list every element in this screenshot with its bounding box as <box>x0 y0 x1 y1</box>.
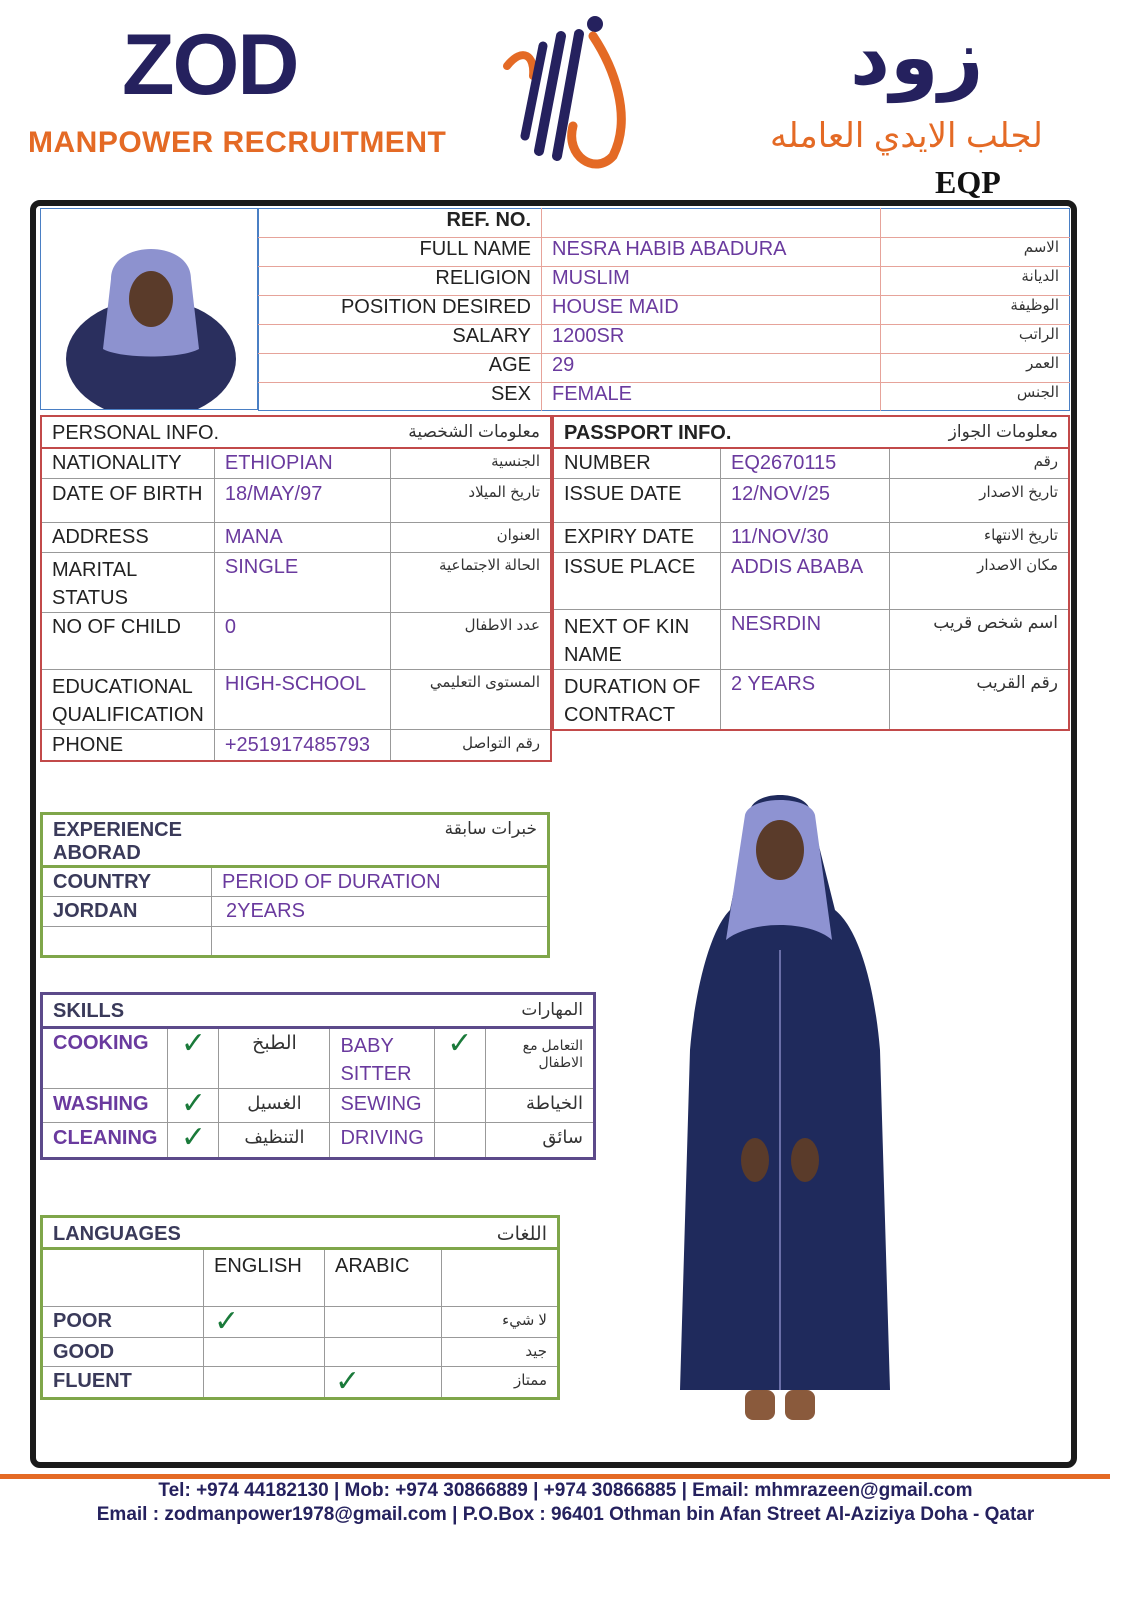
summary-row <box>259 383 1070 411</box>
skills-title: SKILLS <box>53 1000 125 1022</box>
skill-driving-ar: سائق <box>542 1127 583 1147</box>
contract-duration-label-ar: رقم القريب <box>976 672 1058 692</box>
passport-number-value: EQ2670115 <box>721 448 890 478</box>
cooking-check-icon: ✓ <box>168 1028 219 1089</box>
marital-label-ar: الحالة الاجتماعية <box>438 556 540 574</box>
table-row <box>42 867 549 897</box>
table-row <box>41 612 551 669</box>
personal-info-header <box>41 416 551 448</box>
table-row <box>41 729 551 761</box>
brand-code: EQP <box>935 164 1001 200</box>
expiry-date-label-ar: تاريخ الانتهاء <box>984 526 1058 544</box>
contract-duration-value: 2 YEARS <box>721 669 890 730</box>
issue-place-value: ADDIS ABABA <box>721 552 890 609</box>
salary-label: SALARY <box>259 325 542 354</box>
table-row <box>42 1089 595 1123</box>
kin-name-value: NESRDIN <box>721 609 890 669</box>
issue-place-label: ISSUE PLACE <box>553 552 721 609</box>
languages-table <box>40 1215 560 1400</box>
footer-address-line: Email : zodmanpower1978@gmail.com | P.O.Box : 96401 Othman bin Afan Street Al-Aziziya Doha - Qatar <box>96 1504 1035 1525</box>
level-fluent: FLUENT <box>42 1367 204 1399</box>
salary-value: 1200SR <box>542 325 881 354</box>
table-row <box>42 927 549 957</box>
skill-washing: WASHING <box>42 1089 168 1123</box>
table-row <box>553 609 1069 669</box>
passport-info-title: PASSPORT INFO. <box>564 422 732 444</box>
brand-tagline-arabic: لجلب الايدي العامله <box>770 117 1043 155</box>
ref-value <box>542 209 881 238</box>
skill-cleaning-ar: التنظيف <box>219 1123 330 1159</box>
experience-header <box>42 814 549 867</box>
summary-row <box>259 296 1070 325</box>
passport-number-label: NUMBER <box>553 448 721 478</box>
brand-logo-arabic: زود <box>850 13 984 101</box>
washing-check-icon: ✓ <box>168 1089 219 1123</box>
level-good: GOOD <box>42 1338 204 1367</box>
nationality-label-ar: الجنسية <box>491 453 540 470</box>
issue-date-label-ar: تاريخ الاصدار <box>979 483 1058 501</box>
position-label: POSITION DESIRED <box>259 296 542 325</box>
brand-tagline: MANPOWER RECRUITMENT <box>28 126 447 159</box>
summary-row <box>259 267 1070 296</box>
table-row <box>42 1249 559 1307</box>
skill-driving: DRIVING <box>330 1123 434 1159</box>
issue-date-value: 12/NOV/25 <box>721 478 890 522</box>
sewing-check-cell <box>434 1089 485 1123</box>
table-row <box>553 669 1069 730</box>
table-row <box>41 448 551 478</box>
position-value: HOUSE MAID <box>542 296 881 325</box>
sex-label-ar: الجنس <box>1016 384 1059 401</box>
summary-row-ref <box>259 209 1070 238</box>
kin-name-label: NEXT OF KIN NAME <box>553 609 721 669</box>
skills-table <box>40 992 596 1160</box>
skill-sewing-ar: الخياطة <box>526 1093 583 1113</box>
table-row <box>553 448 1069 478</box>
table-row <box>553 552 1069 609</box>
baby-sitter-check-icon: ✓ <box>434 1028 485 1089</box>
passport-info-table <box>552 415 1070 731</box>
level-poor-ar: لا شيء <box>502 1312 547 1329</box>
children-value: 0 <box>214 612 390 669</box>
passport-info-header <box>553 416 1069 448</box>
sex-label: SEX <box>259 383 542 411</box>
driving-check-cell <box>434 1123 485 1159</box>
footer-contact-line: Tel: +974 44182130 | Mob: +974 30866889 | +974 30866885 | Email: mhmrazeen@gmail.com <box>158 1480 973 1501</box>
experience-country: JORDAN <box>42 897 212 927</box>
english-column-header: ENGLISH <box>204 1249 325 1307</box>
personal-info-title-ar: معلومات الشخصية <box>408 422 540 441</box>
skill-baby-sitter-ar: التعامل مع الاطفال <box>522 1037 583 1070</box>
experience-period: 2YEARS <box>226 900 305 922</box>
languages-title-ar: اللغات <box>496 1224 547 1245</box>
education-value: HIGH-SCHOOL <box>214 669 390 729</box>
full-name-label: FULL NAME <box>259 238 542 267</box>
table-row <box>42 1123 595 1159</box>
table-row <box>553 522 1069 552</box>
skills-header <box>42 994 595 1028</box>
brand-logo-text: ZOD <box>122 17 298 113</box>
religion-label: RELIGION <box>259 267 542 296</box>
table-row <box>42 897 549 927</box>
table-row <box>41 478 551 522</box>
education-label: EDUCATIONAL QUALIFICATION <box>41 669 214 729</box>
experience-title-ar: خبرات سابقة <box>444 819 537 838</box>
skill-sewing: SEWING <box>330 1089 434 1123</box>
ref-label-ar <box>881 209 1070 238</box>
ref-label: REF. NO. <box>259 209 542 238</box>
sex-value: FEMALE <box>542 383 881 411</box>
education-label-ar: المستوى التعليمي <box>429 673 540 691</box>
children-label-ar: عدد الاطفال <box>464 616 540 634</box>
personal-info-title: PERSONAL INFO. <box>52 422 220 444</box>
issue-date-label: ISSUE DATE <box>553 478 721 522</box>
level-good-ar: جيد <box>525 1343 547 1360</box>
summary-row <box>259 354 1070 383</box>
level-fluent-ar: ممتاز <box>513 1372 547 1389</box>
footer-divider <box>0 1474 1110 1479</box>
dob-label-ar: تاريخ الميلاد <box>468 483 540 501</box>
children-label: NO OF CHILD <box>41 612 214 669</box>
country-column-header: COUNTRY <box>42 867 212 897</box>
portrait-photo <box>40 208 258 410</box>
position-label-ar: الوظيفة <box>1010 297 1059 314</box>
experience-table <box>40 812 550 958</box>
table-row <box>42 1028 595 1089</box>
table-row <box>42 1338 559 1367</box>
religion-label-ar: الديانة <box>1021 268 1059 285</box>
table-row <box>41 522 551 552</box>
languages-header <box>42 1217 559 1249</box>
arabic-fluent-check-icon: ✓ <box>325 1367 442 1399</box>
age-label: AGE <box>259 354 542 383</box>
personal-info-table <box>40 415 552 762</box>
passport-info-title-ar: معلومات الجواز <box>948 422 1058 441</box>
table-row <box>41 552 551 612</box>
dob-value: 18/MAY/97 <box>214 478 390 522</box>
period-column-header: PERIOD OF DURATION <box>222 871 441 893</box>
phone-label: PHONE <box>41 729 214 761</box>
skill-washing-ar: الغسيل <box>219 1089 330 1123</box>
table-row <box>553 478 1069 522</box>
expiry-date-value: 11/NOV/30 <box>721 522 890 552</box>
cleaning-check-icon: ✓ <box>168 1123 219 1159</box>
kin-name-label-ar: اسم شخص قريب <box>933 612 1058 632</box>
address-value: MANA <box>214 522 390 552</box>
expiry-date-label: EXPIRY DATE <box>553 522 721 552</box>
full-name-label-ar: الاسم <box>1023 239 1059 256</box>
marital-value: SINGLE <box>214 552 390 612</box>
dob-label: DATE OF BIRTH <box>41 478 214 522</box>
full-body-photo <box>660 790 910 1440</box>
summary-row <box>259 238 1070 267</box>
skill-cleaning: CLEANING <box>42 1123 168 1159</box>
skill-cooking-ar: الطبخ <box>219 1028 330 1089</box>
phone-value: +251917485793 <box>214 729 390 761</box>
table-row <box>42 1307 559 1338</box>
skill-cooking: COOKING <box>42 1028 168 1089</box>
passport-number-label-ar: رقم <box>1033 453 1058 470</box>
skill-baby-sitter: BABY SITTER <box>330 1028 434 1089</box>
languages-title: LANGUAGES <box>53 1223 181 1245</box>
nationality-value: ETHIOPIAN <box>214 448 390 478</box>
age-label-ar: العمر <box>1026 355 1059 372</box>
phone-label-ar: رقم التواصل <box>462 734 540 752</box>
english-poor-check-icon: ✓ <box>204 1307 325 1338</box>
arabic-column-header: ARABIC <box>325 1249 442 1307</box>
age-value: 29 <box>542 354 881 383</box>
table-row <box>41 669 551 729</box>
summary-table <box>258 208 1070 411</box>
address-label-ar: العنوان <box>496 526 540 544</box>
brand-emblem-icon <box>495 6 645 176</box>
nationality-label: NATIONALITY <box>41 448 214 478</box>
salary-label-ar: الراتب <box>1018 326 1059 343</box>
experience-title: EXPERIENCE ABORAD <box>53 819 182 864</box>
summary-row <box>259 325 1070 354</box>
address-label: ADDRESS <box>41 522 214 552</box>
level-poor: POOR <box>42 1307 204 1338</box>
full-name-value: NESRA HABIB ABADURA <box>542 238 881 267</box>
table-row <box>42 1367 559 1399</box>
issue-place-label-ar: مكان الاصدار <box>977 556 1058 574</box>
marital-label: MARITAL STATUS <box>41 552 214 612</box>
contract-duration-label: DURATION OF CONTRACT <box>553 669 721 730</box>
skills-title-ar: المهارات <box>521 1000 583 1019</box>
religion-value: MUSLIM <box>542 267 881 296</box>
